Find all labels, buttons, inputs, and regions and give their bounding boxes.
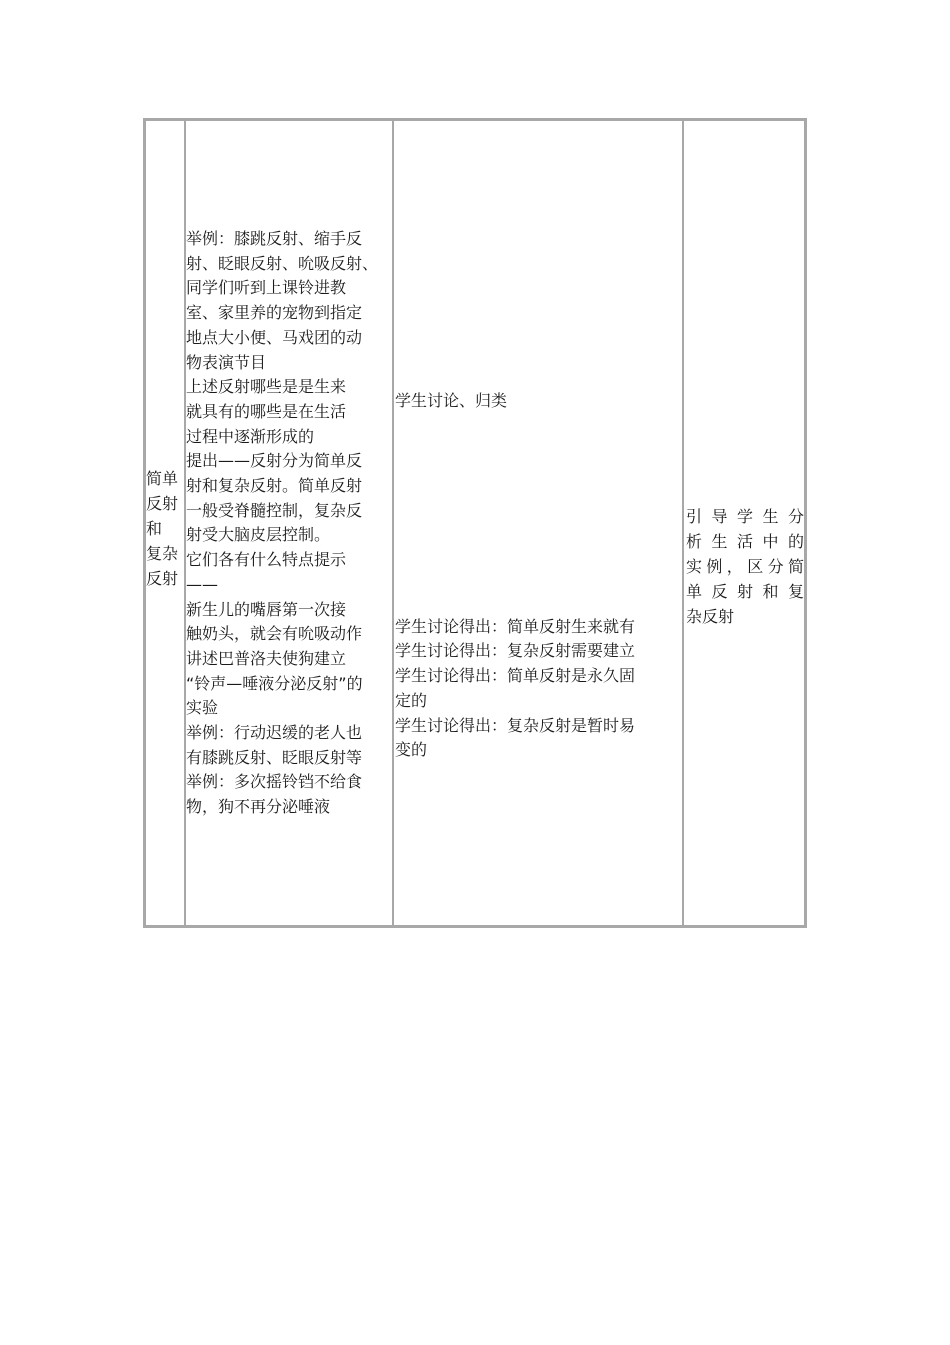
teacher-activity-cell	[185, 120, 393, 926]
teacher-line: 触奶头，就会有吮吸动作	[186, 624, 363, 644]
student-conclusion-block	[395, 414, 682, 763]
topic-line: 简单	[146, 468, 179, 488]
topic-line: 反射	[146, 568, 179, 588]
teacher-line: 有膝跳反射、眨眼反射等	[186, 747, 363, 767]
student-line: 学生讨论得出：复杂反射是暂时易	[395, 715, 636, 735]
teacher-line: 讲述巴普洛夫使狗建立	[186, 648, 347, 668]
intent-line: 实例，区分简	[686, 556, 804, 576]
teacher-line: 同学们听到上课铃进教	[186, 278, 347, 298]
teacher-line: 实验	[186, 698, 219, 718]
student-activity-cell	[393, 120, 683, 926]
teacher-line: 它们各有什么特点提示	[186, 550, 347, 570]
student-line: 学生讨论得出：简单反射生来就有	[395, 616, 636, 636]
topic-line: 复杂	[146, 543, 179, 563]
intent-line: 杂反射	[686, 606, 735, 626]
topic-line: 反射	[146, 493, 179, 513]
student-line: 定的	[395, 690, 428, 710]
student-line: 学生讨论得出：复杂反射需要建立	[395, 641, 636, 661]
teacher-line: 举例：行动迟缓的老人也	[186, 723, 363, 743]
student-first-block	[395, 121, 682, 414]
student-activity-text	[394, 121, 682, 763]
teacher-line: 举例：多次摇铃铛不给食	[186, 772, 363, 792]
topic-cell	[145, 120, 185, 926]
teacher-line: 物表演节目	[186, 352, 267, 372]
teacher-line: 一般受脊髓控制，复杂反	[186, 500, 363, 520]
intent-line: 引导学生分	[686, 506, 804, 526]
topic-text	[146, 466, 184, 591]
teacher-line: 上述反射哪些是是生来	[186, 377, 347, 397]
student-line: 学生讨论得出：简单反射是永久固	[395, 666, 636, 686]
teacher-line: 就具有的哪些是在生活	[186, 401, 347, 421]
intent-line: 析生活中的	[686, 531, 804, 551]
teacher-line: 射受大脑皮层控制。	[186, 525, 331, 545]
teacher-activity-text	[186, 121, 392, 820]
teacher-line: 室、家里养的宠物到指定	[186, 303, 363, 323]
teacher-line: 提出——反射分为简单反	[186, 451, 363, 471]
student-line: 变的	[395, 740, 428, 760]
teacher-line: 射和复杂反射。简单反射	[186, 476, 363, 496]
design-intent-cell	[683, 120, 805, 926]
teacher-line: 物，狗不再分泌唾液	[186, 797, 331, 817]
teacher-line: 地点大小便、马戏团的动	[186, 327, 363, 347]
lesson-plan-table	[143, 118, 807, 928]
design-intent-text	[684, 504, 804, 629]
topic-line: 和	[146, 518, 163, 538]
student-line: 学生讨论、归类	[395, 391, 508, 410]
intent-line: 单反射和复	[686, 581, 804, 601]
teacher-line: 过程中逐渐形成的	[186, 426, 315, 446]
teacher-line: 举例：膝跳反射、缩手反	[186, 229, 363, 248]
teacher-line: 射、眨眼反射、吮吸反射、	[186, 253, 379, 273]
teacher-line: 新生儿的嘴唇第一次接	[186, 599, 347, 619]
table-row	[145, 120, 805, 926]
teacher-line: ——	[186, 574, 218, 594]
teacher-line: “铃声—唾液分泌反射”的	[186, 673, 363, 693]
